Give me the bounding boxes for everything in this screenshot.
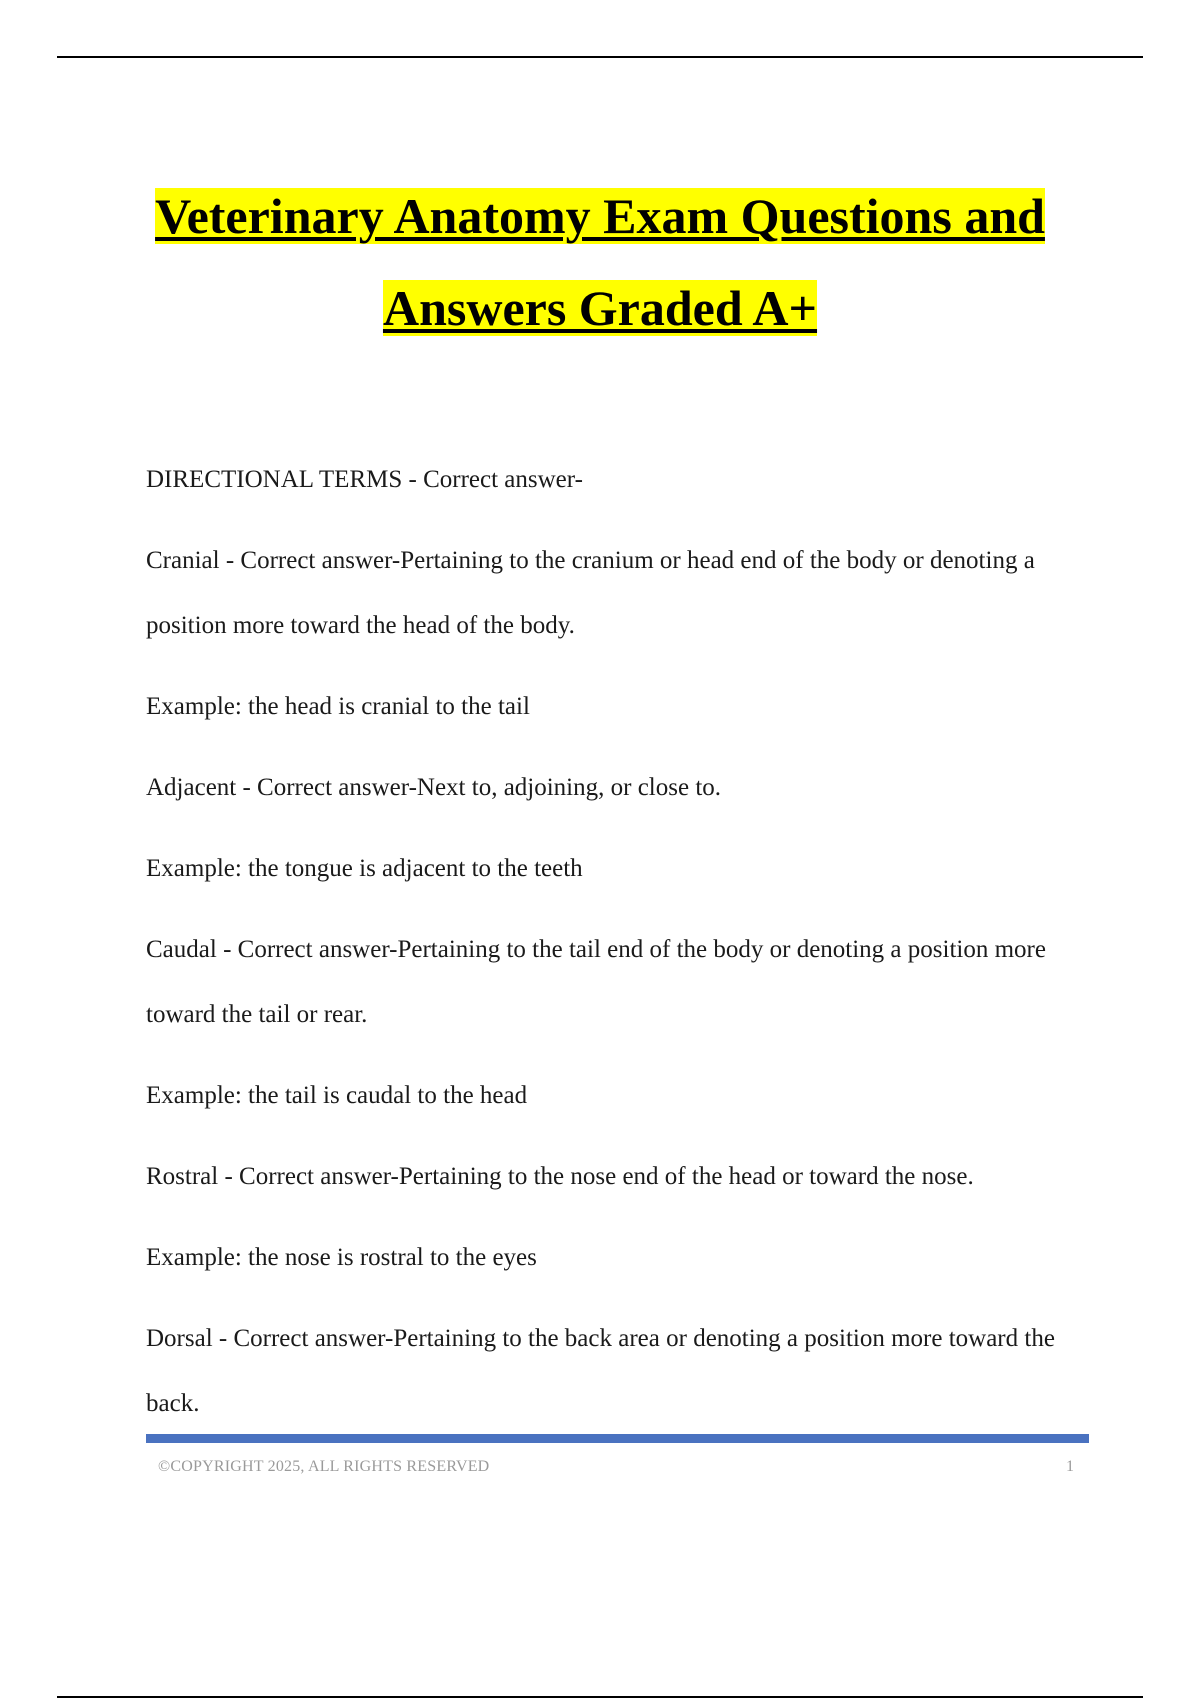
term-dorsal: Dorsal - Correct answer-Pertaining to the back area or denoting a position more toward the back. [146,1325,1055,1417]
term-adjacent: Adjacent - Correct answer-Next to, adjoining, or close to. [146,774,722,801]
document-title [57,170,1143,354]
example-rostral: Example: the nose is rostral to the eyes [146,1244,537,1271]
footer-divider-bar [146,1434,1089,1443]
term-cranial: Cranial - Correct answer-Pertaining to the cranium or head end of the body or denoting a position more toward the head of the body. [146,547,1035,639]
top-rule [57,56,1143,58]
footer-page-number: 1 [1066,1458,1074,1475]
section-heading-directional-terms: DIRECTIONAL TERMS - Correct answer- [146,466,583,493]
example-adjacent: Example: the tongue is adjacent to the teeth [146,855,583,882]
bottom-rule [57,1696,1143,1698]
document-body [146,447,1096,1452]
title-line-1: Veterinary Anatomy Exam Questions and [155,188,1045,244]
term-rostral: Rostral - Correct answer-Pertaining to the nose end of the head or toward the nose. [146,1163,974,1190]
footer-copyright: ©COPYRIGHT 2025, ALL RIGHTS RESERVED [158,1458,490,1475]
title-line-2: Answers Graded A+ [382,280,818,336]
term-caudal: Caudal - Correct answer-Pertaining to the tail end of the body or denoting a position more toward the tail or rear. [146,936,1046,1028]
example-cranial: Example: the head is cranial to the tail [146,693,530,720]
example-caudal: Example: the tail is caudal to the head [146,1082,528,1109]
